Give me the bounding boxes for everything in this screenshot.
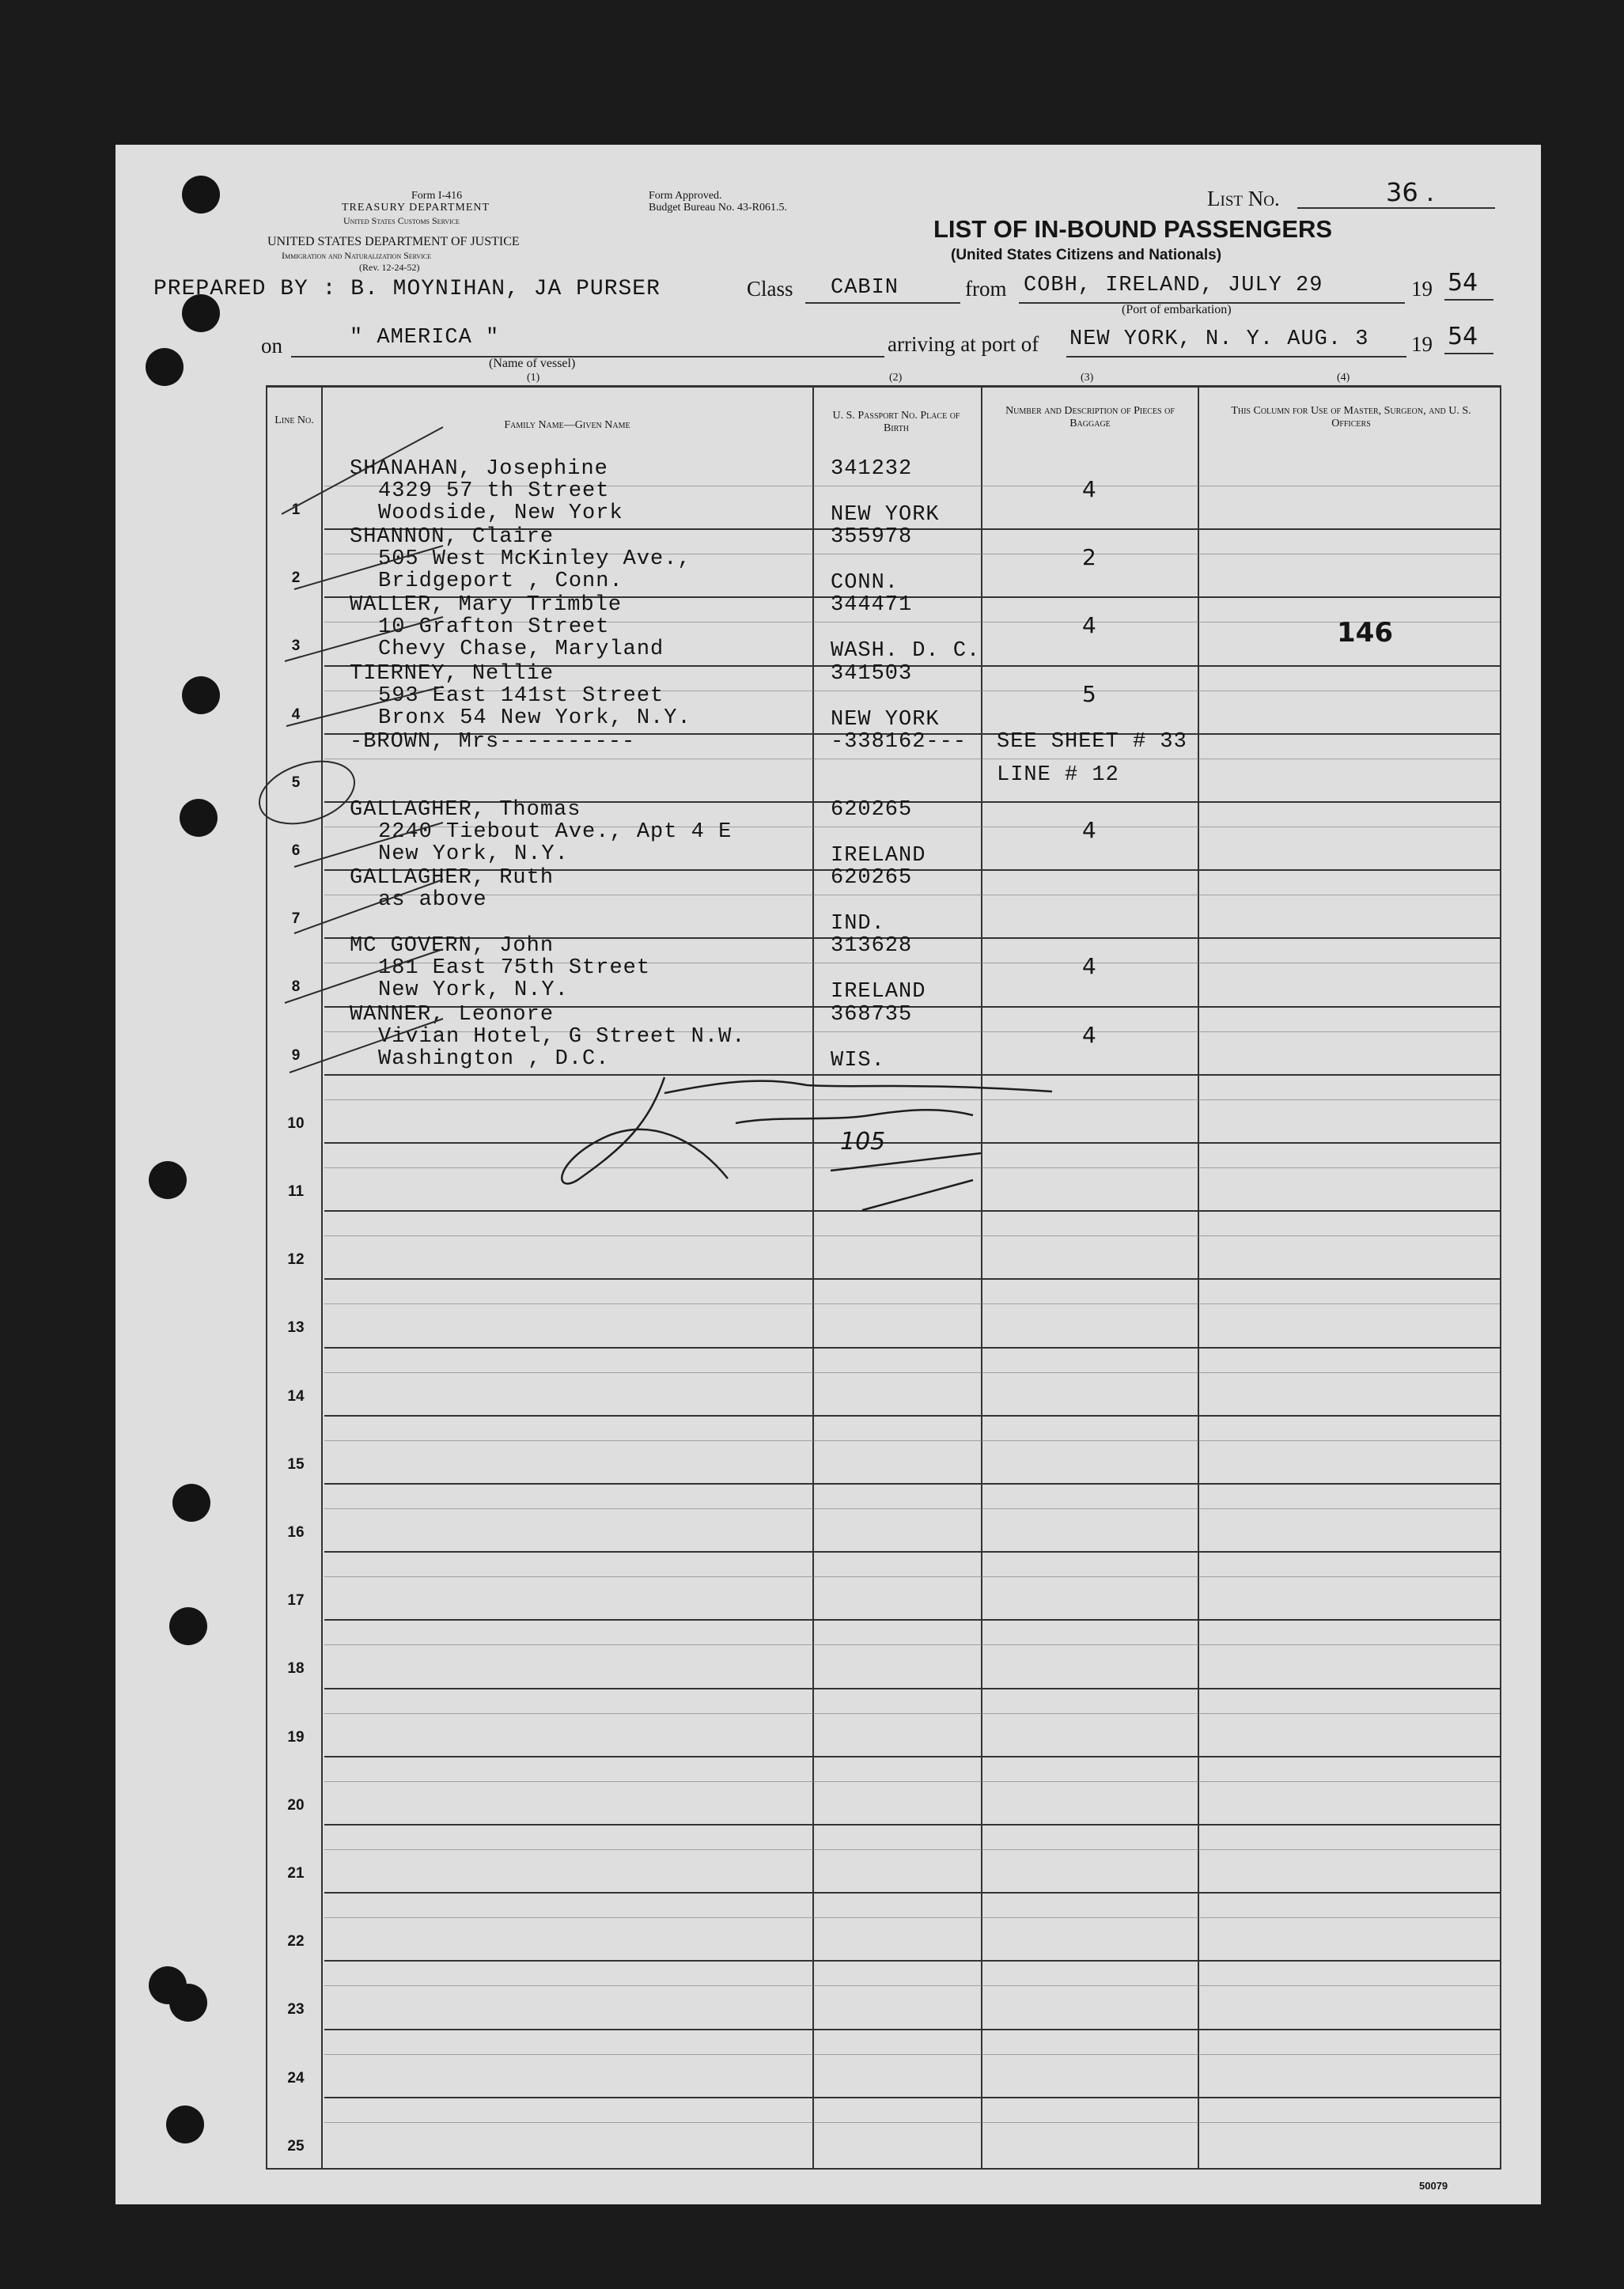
row-divider-light — [324, 1781, 1500, 1782]
from-value: COBH, IRELAND, JULY 29 — [1024, 274, 1323, 297]
place-of-birth: IND. — [831, 912, 885, 936]
from-label: from — [965, 277, 1007, 301]
list-no-label: List No. — [1207, 187, 1280, 210]
baggage-count: 4 — [1082, 476, 1096, 502]
row-divider — [324, 1074, 1500, 1076]
binder-hole — [169, 1984, 207, 2022]
col-number-4: (4) — [1337, 372, 1350, 384]
form-revision: (Rev. 12-24-52) — [359, 262, 420, 273]
binder-hole — [149, 1161, 187, 1199]
header-passport: U. S. Passport No. Place of Birth — [832, 410, 960, 434]
binder-hole — [146, 348, 184, 386]
place-of-birth: WASH. D. C. — [831, 639, 981, 664]
line-number: 6 — [291, 842, 301, 859]
row-divider-light — [324, 1235, 1500, 1236]
vessel-name: " AMERICA " — [350, 326, 500, 350]
passenger-address: 181 East 75th Street — [378, 956, 651, 981]
footer-code: 50079 — [1419, 2180, 1448, 2192]
row-divider-light — [324, 1644, 1500, 1645]
row-divider-light — [324, 1985, 1500, 1986]
line-number: 16 — [287, 1524, 305, 1541]
baggage-count: 5 — [1082, 680, 1096, 707]
line-number: 8 — [291, 978, 301, 996]
budget-bureau: Budget Bureau No. 43-R061.5. — [649, 202, 787, 214]
col-number-3: (3) — [1081, 372, 1094, 384]
passenger-address: Woodside, New York — [378, 501, 623, 525]
passport-number: 313628 — [831, 934, 913, 959]
row-divider — [324, 1892, 1500, 1894]
class-value: CABIN — [831, 276, 899, 300]
baggage-count: 4 — [1082, 817, 1096, 843]
year-line-1 — [1444, 299, 1493, 301]
row-divider-light — [324, 1508, 1500, 1509]
list-no-line — [1297, 207, 1495, 209]
passenger-address: New York, N.Y. — [378, 978, 569, 1003]
row-divider — [324, 1756, 1500, 1757]
baggage-count: 4 — [1082, 1021, 1096, 1048]
place-of-birth: NEW YORK — [831, 503, 940, 527]
line-number: 15 — [287, 1455, 305, 1473]
passenger-name: SHANNON, Claire — [350, 525, 555, 550]
row-divider-light — [324, 2122, 1500, 2123]
passenger-name: GALLAGHER, Thomas — [350, 798, 581, 822]
ins-service: Immigration and Naturalization Service — [282, 250, 432, 261]
document-subtitle: (United States Citizens and Nationals) — [951, 247, 1222, 263]
baggage-ref: LINE # 12 — [997, 762, 1119, 787]
row-divider-light — [324, 1099, 1500, 1100]
col-number-2: (2) — [889, 372, 903, 384]
line-number: 23 — [287, 2001, 305, 2018]
row-divider — [324, 2029, 1500, 2030]
form-approved: Form Approved. — [649, 190, 722, 202]
row-divider-light — [324, 1713, 1500, 1714]
baggage-ref: SEE SHEET # 33 — [997, 729, 1187, 754]
binder-hole — [180, 799, 218, 837]
line-number: 25 — [287, 2137, 305, 2155]
header-family-name: Family Name—Given Name — [504, 419, 630, 431]
passenger-address: 505 West McKinley Ave., — [378, 547, 691, 572]
row-divider-light — [324, 1440, 1500, 1441]
passport-number: 344471 — [831, 593, 913, 618]
line-number: 19 — [287, 1728, 305, 1746]
form-number: Form I-416 — [411, 190, 463, 202]
place-of-birth: IRELAND — [831, 844, 926, 868]
header-baggage: Number and Description of Pieces of Baggage — [1005, 405, 1175, 429]
arriving-line — [1066, 356, 1406, 358]
passport-number: 368735 — [831, 1002, 913, 1027]
line-number: 3 — [291, 638, 301, 655]
line-number: 20 — [287, 1796, 305, 1814]
list-no-value: 36 . — [1386, 177, 1435, 207]
row-divider — [324, 1619, 1500, 1621]
header-line-no: Line No. — [274, 414, 314, 426]
row-divider-light — [324, 1372, 1500, 1373]
line-number: 10 — [287, 1114, 305, 1132]
passenger-address: 593 East 141st Street — [378, 683, 664, 708]
passenger-name: WANNER, Leonore — [350, 1002, 555, 1027]
line-number: 12 — [287, 1251, 305, 1269]
passenger-name: GALLAGHER, Ruth — [350, 866, 555, 891]
row-divider — [324, 1824, 1500, 1826]
year-prefix-1: 19 — [1411, 277, 1433, 301]
passport-number: 355978 — [831, 525, 913, 550]
passenger-address: Washington , D.C. — [378, 1046, 610, 1071]
binder-hole — [172, 1484, 210, 1522]
place-of-birth: CONN. — [831, 571, 899, 596]
line-number: 5 — [291, 774, 301, 791]
customs-service: United States Customs Service — [343, 215, 460, 226]
binder-hole — [182, 176, 220, 214]
line-number: 13 — [287, 1319, 305, 1337]
row-divider-light — [324, 2054, 1500, 2055]
row-divider — [324, 1688, 1500, 1689]
vessel-line — [291, 356, 884, 358]
passenger-name: WALLER, Mary Trimble — [350, 593, 623, 618]
line-number: 17 — [287, 1592, 305, 1610]
row-divider-light — [324, 1576, 1500, 1577]
passport-number: 620265 — [831, 798, 913, 822]
row-divider — [324, 1415, 1500, 1417]
treasury-dept: TREASURY DEPARTMENT — [342, 202, 490, 214]
port-caption: (Port of embarkation) — [1122, 303, 1232, 316]
passenger-address: Vivian Hotel, G Street N.W. — [378, 1024, 746, 1049]
passenger-address: 2240 Tiebout Ave., Apt 4 E — [378, 820, 733, 844]
officer-note-146: 146 — [1337, 617, 1393, 649]
binder-hole — [169, 1607, 207, 1645]
passenger-address: as above — [378, 888, 487, 913]
line-number: 22 — [287, 1933, 305, 1950]
place-of-birth: NEW YORK — [831, 707, 940, 732]
line-number: 4 — [291, 706, 301, 723]
handwritten-105: 105 — [840, 1128, 886, 1156]
passport-number: 341503 — [831, 661, 913, 686]
line-number: 7 — [291, 910, 301, 928]
baggage-count: 4 — [1082, 953, 1096, 980]
year-2: 54 — [1448, 323, 1478, 350]
passenger-name: SHANAHAN, Josephine — [350, 457, 608, 481]
row-divider-light — [324, 1303, 1500, 1304]
on-label: on — [261, 334, 282, 358]
year-1: 54 — [1448, 269, 1478, 297]
line-number: 18 — [287, 1660, 305, 1678]
passport-number: 620265 — [831, 866, 913, 891]
line-number: 24 — [287, 2069, 305, 2087]
justice-dept: UNITED STATES DEPARTMENT OF JUSTICE — [267, 235, 520, 248]
col-number-1: (1) — [527, 372, 540, 384]
header-officers: This Column for Use of Master, Surgeon, and U. S. Officers — [1231, 405, 1471, 429]
arriving-port: NEW YORK, N. Y. AUG. 3 — [1069, 327, 1369, 351]
row-divider — [324, 1210, 1500, 1212]
passenger-address: Chevy Chase, Maryland — [378, 638, 664, 662]
passport-number: 341232 — [831, 457, 913, 481]
row-divider-light — [324, 1849, 1500, 1850]
passenger-name: TIERNEY, Nellie — [350, 661, 555, 686]
baggage-count: 4 — [1082, 612, 1096, 639]
arriving-label: arriving at port of — [888, 332, 1039, 356]
passenger-name: -BROWN, Mrs---------- — [350, 729, 636, 754]
row-divider — [324, 1142, 1500, 1144]
passenger-name: MC GOVERN, John — [350, 934, 555, 959]
class-line — [805, 302, 960, 304]
passenger-address: 4329 57 th Street — [378, 479, 610, 503]
row-divider — [324, 1483, 1500, 1485]
line-number: 9 — [291, 1046, 301, 1064]
row-divider-light — [324, 1917, 1500, 1918]
passenger-address: Bronx 54 New York, N.Y. — [378, 706, 691, 730]
binder-hole — [166, 2106, 204, 2143]
document-title: LIST OF IN-BOUND PASSENGERS — [933, 215, 1333, 243]
prepared-by: PREPARED BY : B. MOYNIHAN, JA PURSER — [153, 277, 661, 301]
row-divider-light — [324, 1167, 1500, 1168]
year-line-2 — [1444, 353, 1493, 354]
line-number: 21 — [287, 1865, 305, 1882]
year-prefix-2: 19 — [1411, 332, 1433, 356]
binder-hole — [182, 676, 220, 714]
baggage-count: 2 — [1082, 544, 1096, 571]
class-label: Class — [747, 277, 793, 301]
vessel-caption: (Name of vessel) — [489, 357, 576, 370]
passenger-address: 10 Grafton Street — [378, 615, 610, 640]
line-number: 1 — [291, 501, 301, 518]
row-divider — [324, 2097, 1500, 2098]
passenger-address: Bridgeport , Conn. — [378, 569, 623, 594]
row-divider — [324, 1960, 1500, 1962]
passenger-table — [266, 385, 1501, 2170]
line-number: 11 — [287, 1183, 305, 1200]
place-of-birth: IRELAND — [831, 980, 926, 1005]
passenger-address: New York, N.Y. — [378, 842, 569, 866]
line-number: 14 — [287, 1387, 305, 1405]
row-divider — [324, 1347, 1500, 1349]
row-divider — [324, 1551, 1500, 1553]
place-of-birth: WIS. — [831, 1048, 885, 1073]
line-number: 2 — [291, 569, 301, 587]
passport-number: -338162--- — [831, 729, 967, 754]
row-divider — [324, 1278, 1500, 1280]
